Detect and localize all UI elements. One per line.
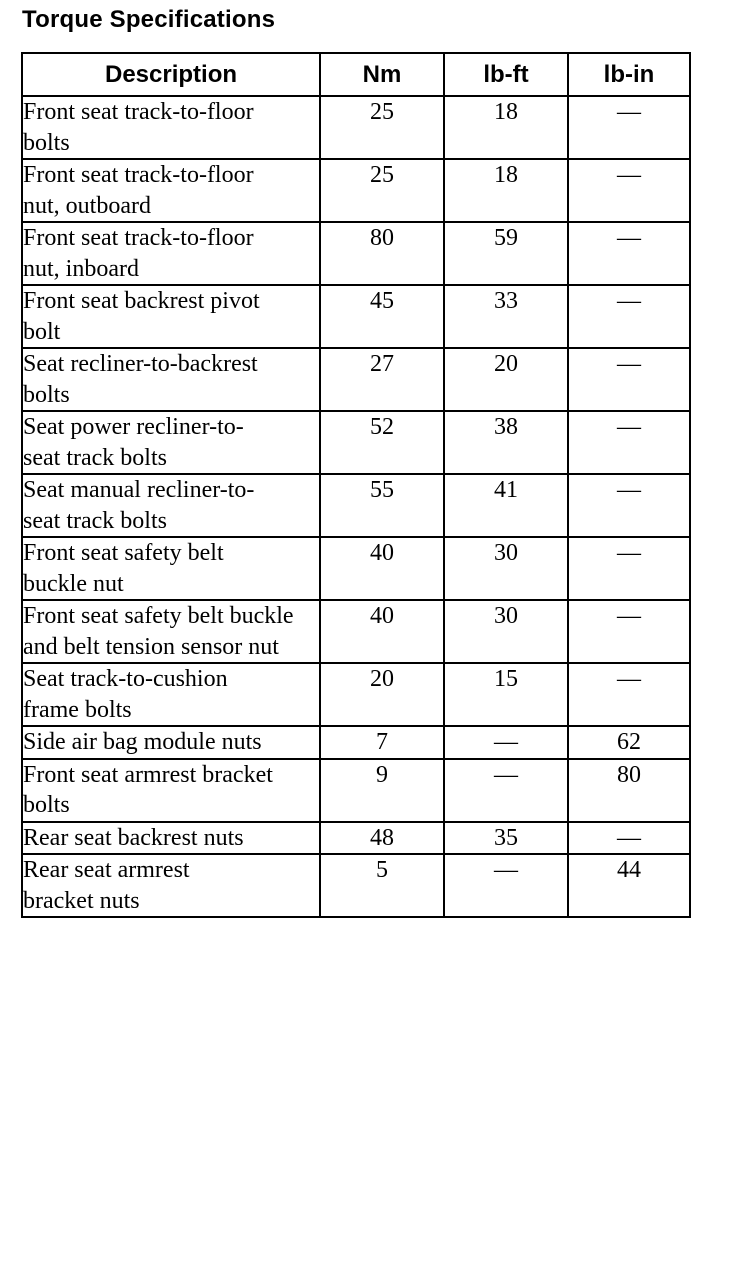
row-description: Seat track-to-cushion frame bolts	[23, 666, 228, 723]
row-nm: 40	[320, 600, 444, 663]
torque-spec-table	[21, 52, 691, 918]
row-nm: 55	[320, 474, 444, 537]
row-lb-in: 62	[568, 726, 690, 759]
row-nm: 25	[320, 159, 444, 222]
table-row	[22, 537, 690, 600]
row-lb-in: —	[568, 222, 690, 285]
row-nm: 45	[320, 285, 444, 348]
row-lb-ft: 18	[444, 159, 568, 222]
row-description: Front seat backrest pivot bolt	[23, 288, 260, 345]
row-lb-ft: —	[444, 726, 568, 759]
table-row	[22, 600, 690, 663]
row-lb-ft: 59	[444, 222, 568, 285]
page-title: Torque Specifications	[22, 6, 276, 33]
row-nm: 20	[320, 663, 444, 726]
row-nm: 25	[320, 96, 444, 159]
row-lb-in: —	[568, 663, 690, 726]
row-description: Rear seat backrest nuts	[23, 824, 244, 851]
row-lb-ft: 41	[444, 474, 568, 537]
row-lb-in: —	[568, 822, 690, 855]
row-lb-in: —	[568, 159, 690, 222]
table-row	[22, 759, 690, 822]
table-row	[22, 285, 690, 348]
table-row	[22, 411, 690, 474]
row-description: Front seat safety belt buckle nut	[23, 540, 224, 597]
row-lb-ft: 30	[444, 600, 568, 663]
column-header-description: Description	[22, 53, 320, 96]
table-row	[22, 663, 690, 726]
row-nm: 27	[320, 348, 444, 411]
row-description: Seat power recliner-to-seat track bolts	[23, 414, 244, 471]
row-lb-in: —	[568, 537, 690, 600]
table-row	[22, 96, 690, 159]
row-nm: 52	[320, 411, 444, 474]
column-header-nm: Nm	[320, 53, 444, 96]
table-row	[22, 222, 690, 285]
row-nm: 9	[320, 759, 444, 822]
table-row	[22, 822, 690, 855]
table-header-row	[22, 53, 690, 96]
row-description: Front seat track-to-floor nut, outboard	[23, 162, 254, 219]
column-header-lb-ft: lb-ft	[444, 53, 568, 96]
row-nm: 48	[320, 822, 444, 855]
table-row	[22, 474, 690, 537]
row-lb-ft: 35	[444, 822, 568, 855]
row-description: Seat recliner-to-backrest bolts	[23, 351, 258, 408]
row-description: Front seat armrest bracket bolts	[23, 761, 273, 818]
row-lb-in: —	[568, 285, 690, 348]
row-lb-in: —	[568, 348, 690, 411]
column-header-lb-in: lb-in	[568, 53, 690, 96]
row-lb-in: —	[568, 96, 690, 159]
row-description: Front seat track-to-floor nut, inboard	[23, 225, 254, 282]
table-row	[22, 726, 690, 759]
row-lb-ft: —	[444, 759, 568, 822]
row-description: Side air bag module nuts	[23, 729, 262, 755]
row-lb-in: 80	[568, 759, 690, 822]
table-row	[22, 348, 690, 411]
row-lb-ft: 18	[444, 96, 568, 159]
row-lb-ft: 38	[444, 411, 568, 474]
row-lb-ft: 20	[444, 348, 568, 411]
row-nm: 7	[320, 726, 444, 759]
row-description: Front seat safety belt buckle and belt tension sensor nut	[23, 603, 294, 660]
row-lb-in: —	[568, 474, 690, 537]
row-lb-ft: 33	[444, 285, 568, 348]
row-nm: 80	[320, 222, 444, 285]
row-nm: 5	[320, 854, 444, 917]
row-nm: 40	[320, 537, 444, 600]
row-description: Front seat track-to-floor bolts	[23, 99, 254, 156]
row-description: Rear seat armrest bracket nuts	[23, 857, 190, 914]
row-lb-ft: 15	[444, 663, 568, 726]
row-lb-in: 44	[568, 854, 690, 917]
table-row	[22, 159, 690, 222]
table-row	[22, 854, 690, 917]
row-lb-in: —	[568, 411, 690, 474]
row-lb-ft: 30	[444, 537, 568, 600]
row-lb-in: —	[568, 600, 690, 663]
row-lb-ft: —	[444, 854, 568, 917]
row-description: Seat manual recliner-to-seat track bolts	[23, 477, 255, 534]
